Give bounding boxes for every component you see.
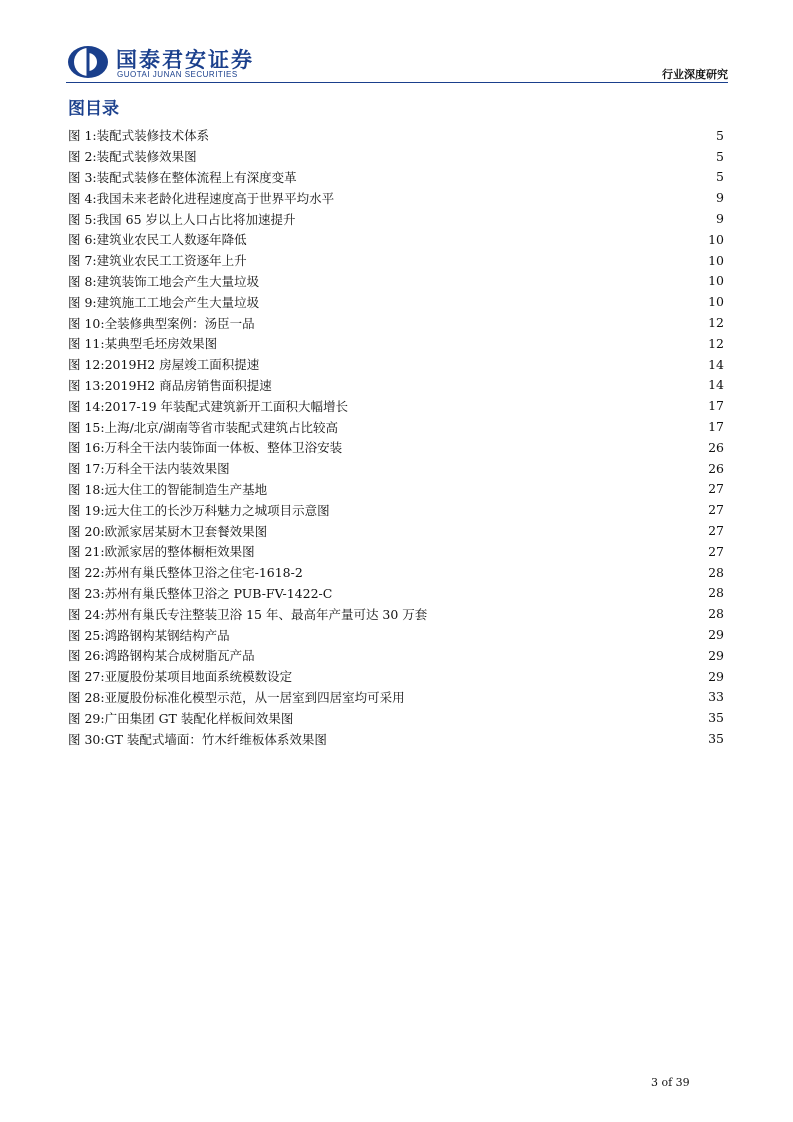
toc-entry[interactable] [68,458,724,479]
toc-entry-title: 建筑业农民工人数逐年降低 [96,232,247,248]
toc-entry-title: 远大住工的长沙万科魅力之城项目示意图 [104,502,330,518]
header-divider [66,82,728,83]
toc-entry[interactable] [68,666,724,687]
toc-entry-title: 装配式装修技术体系 [96,128,210,144]
toc-entry-label: 图 27: [68,669,105,685]
toc-entry-title: 欧派家居某厨木卫套餐效果图 [104,523,268,539]
toc-entry-label: 图 14: [68,398,105,414]
toc-entry-page: 17 [708,398,724,414]
toc-entry-title: 万科全干法内装饰面一体板、整体卫浴安装 [104,440,343,456]
toc-entry[interactable] [68,499,724,520]
toc-entry[interactable] [68,624,724,645]
toc-entry-page: 29 [708,668,724,684]
toc-entry-page: 10 [708,294,724,310]
toc-entry-title: 广田集团 GT 装配化样板间效果图 [104,710,294,726]
toc-entry-label: 图 5: [68,211,97,227]
toc-entry-label: 图 26: [68,648,105,664]
toc-entry-label: 图 13: [68,377,105,393]
toc-entry-page: 28 [708,585,724,601]
toc-entry-page: 10 [708,252,724,268]
toc-entry-page: 35 [708,710,724,726]
toc-entry-page: 28 [708,564,724,580]
toc-entry-label: 图 10: [68,315,105,331]
toc-entry-label: 图 8: [68,273,97,289]
toc-entry-title: 万科全干法内装效果图 [104,461,230,477]
toc-entry-title: 某典型毛坯房效果图 [104,336,218,352]
toc-entry-title: 2019H2 商品房销售面积提速 [104,377,272,393]
page-number: 3 of 39 [651,1076,690,1089]
toc-entry-label: 图 22: [68,565,105,581]
toc-entry-title: 建筑装饰工地会产生大量垃圾 [96,273,260,289]
toc-entry[interactable] [68,250,724,271]
toc-entry-page: 9 [716,190,724,206]
toc-entry-title: 苏州有巢氏整体卫浴之 PUB-FV-1422-C [104,585,333,601]
toc-entry[interactable] [68,687,724,708]
toc-entry[interactable] [68,291,724,312]
toc-entry[interactable] [68,707,724,728]
toc-entry-label: 图 6: [68,232,97,248]
toc-entry-title: 装配式装修在整体流程上有深度变革 [96,169,297,185]
toc-entry-page: 35 [708,731,724,746]
brand-name-cn: 国泰君安证券 [116,48,254,72]
toc-entry[interactable] [68,333,724,354]
toc-entry[interactable] [68,541,724,562]
toc-entry[interactable] [68,395,724,416]
toc-entry-title: 2017-19 年装配式建筑新开工面积大幅增长 [104,398,349,414]
report-type-label: 行业深度研究 [662,68,728,81]
toc-entry-label: 图 2: [68,149,97,165]
guotai-junan-logo-icon [66,44,110,80]
toc-entry[interactable] [68,416,724,437]
toc-entry-page: 10 [708,231,724,247]
toc-entry-title: 全装修典型案例：汤臣一品 [104,315,255,331]
toc-title: 图目录 [68,99,119,119]
toc-entry-label: 图 28: [68,689,105,705]
toc-entry-label: 图 21: [68,544,105,560]
toc-entry-title: 亚厦股份某项目地面系统模数设定 [104,669,293,685]
toc-entry[interactable] [68,167,724,188]
toc-entry[interactable] [68,520,724,541]
toc-entry-label: 图 7: [68,253,97,269]
toc-entry-label: 图 17: [68,461,105,477]
toc-entry-label: 图 12: [68,357,105,373]
toc-entry-title: 建筑施工工地会产生大量垃圾 [96,294,260,310]
figure-toc-list [68,125,724,749]
toc-entry-label: 图 4: [68,190,97,206]
toc-entry-label: 图 9: [68,294,97,310]
toc-entry-page: 14 [708,356,724,372]
page-header [66,44,728,84]
toc-entry-page: 26 [708,439,724,455]
toc-entry-label: 图 16: [68,440,105,456]
toc-entry-label: 图 11: [68,336,105,352]
toc-entry[interactable] [68,187,724,208]
toc-entry-title: 鸿路钢构某钢结构产品 [104,627,230,643]
toc-entry-label: 图 18: [68,481,105,497]
toc-entry-title: 我国未来老龄化进程速度高于世界平均水平 [96,190,335,206]
toc-entry-label: 图 23: [68,585,105,601]
toc-entry-page: 5 [716,148,724,164]
toc-entry-label: 图 19: [68,502,105,518]
toc-entry-label: 图 1: [68,128,97,144]
toc-entry-label: 图 29: [68,710,105,726]
toc-entry-title: 苏州有巢氏专注整装卫浴 15 年、最高年产量可达 30 万套 [104,606,428,622]
toc-entry[interactable] [68,479,724,500]
toc-entry-title: 远大住工的智能制造生产基地 [104,481,268,497]
toc-entry-title: 2019H2 房屋竣工面积提速 [104,357,260,373]
toc-entry[interactable] [68,312,724,333]
toc-entry-page: 29 [708,647,724,663]
toc-entry-label: 图 24: [68,606,105,622]
toc-entry[interactable] [68,645,724,666]
toc-entry[interactable] [68,229,724,250]
toc-entry[interactable] [68,437,724,458]
toc-entry-title: 鸿路钢构某合成树脂瓦产品 [104,648,255,664]
toc-entry-page: 14 [708,377,724,393]
toc-entry[interactable] [68,354,724,375]
toc-entry-label: 图 20: [68,523,105,539]
toc-entry[interactable] [68,146,724,167]
toc-entry[interactable] [68,375,724,396]
toc-entry-page: 12 [708,315,724,331]
toc-entry-title: 亚厦股份标准化模型示范，从一居室到四居室均可采用 [104,689,405,705]
toc-entry-title: GT 装配式墙面：竹木纤维板体系效果图 [104,731,327,747]
toc-entry-page: 12 [708,335,724,351]
toc-entry[interactable] [68,728,724,749]
toc-entry-page: 29 [708,627,724,643]
toc-entry-page: 5 [716,127,724,143]
toc-entry-page: 26 [708,460,724,476]
toc-entry-page: 5 [716,169,724,185]
toc-entry-title: 苏州有巢氏整体卫浴之住宅-1618-2 [104,565,303,581]
toc-entry-page: 27 [708,543,724,559]
toc-entry-title: 上海/北京/湖南等省市装配式建筑占比较高 [104,419,339,435]
brand-name-en: GUOTAI JUNAN SECURITIES [117,70,238,79]
toc-entry-page: 17 [708,419,724,435]
toc-entry-page: 9 [716,211,724,227]
toc-entry[interactable] [68,125,724,146]
toc-entry-title: 欧派家居的整体橱柜效果图 [104,544,255,560]
toc-entry-label: 图 3: [68,169,97,185]
toc-entry-title: 装配式装修效果图 [96,149,197,165]
toc-entry-page: 27 [708,523,724,539]
toc-entry-title: 我国 65 岁以上人口占比将加速提升 [96,211,296,227]
toc-entry[interactable] [68,562,724,583]
toc-entry-page: 28 [708,606,724,622]
toc-entry[interactable] [68,583,724,604]
toc-entry-page: 27 [708,481,724,497]
toc-entry-page: 10 [708,273,724,289]
toc-entry-label: 图 15: [68,419,105,435]
toc-entry-page: 27 [708,502,724,518]
toc-entry[interactable] [68,208,724,229]
toc-entry[interactable] [68,271,724,292]
toc-entry-title: 建筑业农民工工资逐年上升 [96,253,247,269]
toc-entry-label: 图 25: [68,627,105,643]
toc-entry-label: 图 30: [68,731,105,747]
toc-entry-page: 33 [708,689,724,705]
toc-entry[interactable] [68,603,724,624]
